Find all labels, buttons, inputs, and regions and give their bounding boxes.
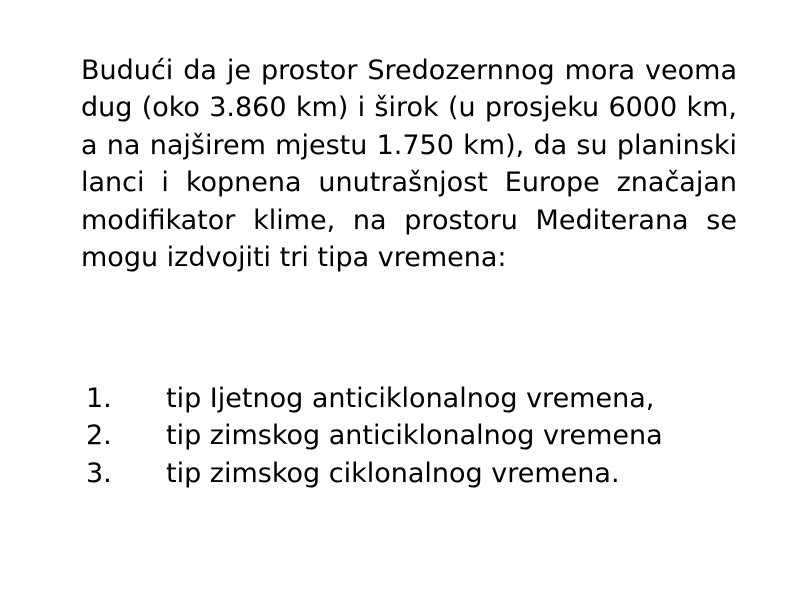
list-item-text: tip Ijetnog anticiklonalnog vremena, bbox=[166, 383, 655, 414]
list-item bbox=[86, 455, 766, 492]
list-item-number: 2. bbox=[86, 420, 112, 452]
intro-paragraph: Budući da je prostor Sredozernnog mora veoma dug (oko 3.860 km) i širok (u prosjeku 6000 km, a na najširem mjestu 1.750 km), da su planinski lanci i kopnena unutrašnjost Europe značajan modifikator klime, na prostoru Mediterana se mogu izdvojiti tri tipa vremena: bbox=[81, 55, 737, 274]
weather-types-list bbox=[86, 380, 766, 492]
list-item bbox=[86, 417, 766, 454]
list-item-text: tip zimskog ciklonalnog vremena. bbox=[166, 457, 620, 489]
list-item-text: tip zimskog anticiklonalnog vremena bbox=[166, 420, 663, 452]
list-item-number: 1. bbox=[86, 383, 112, 414]
list-item bbox=[86, 380, 766, 417]
list-item-number: 3. bbox=[86, 457, 112, 489]
